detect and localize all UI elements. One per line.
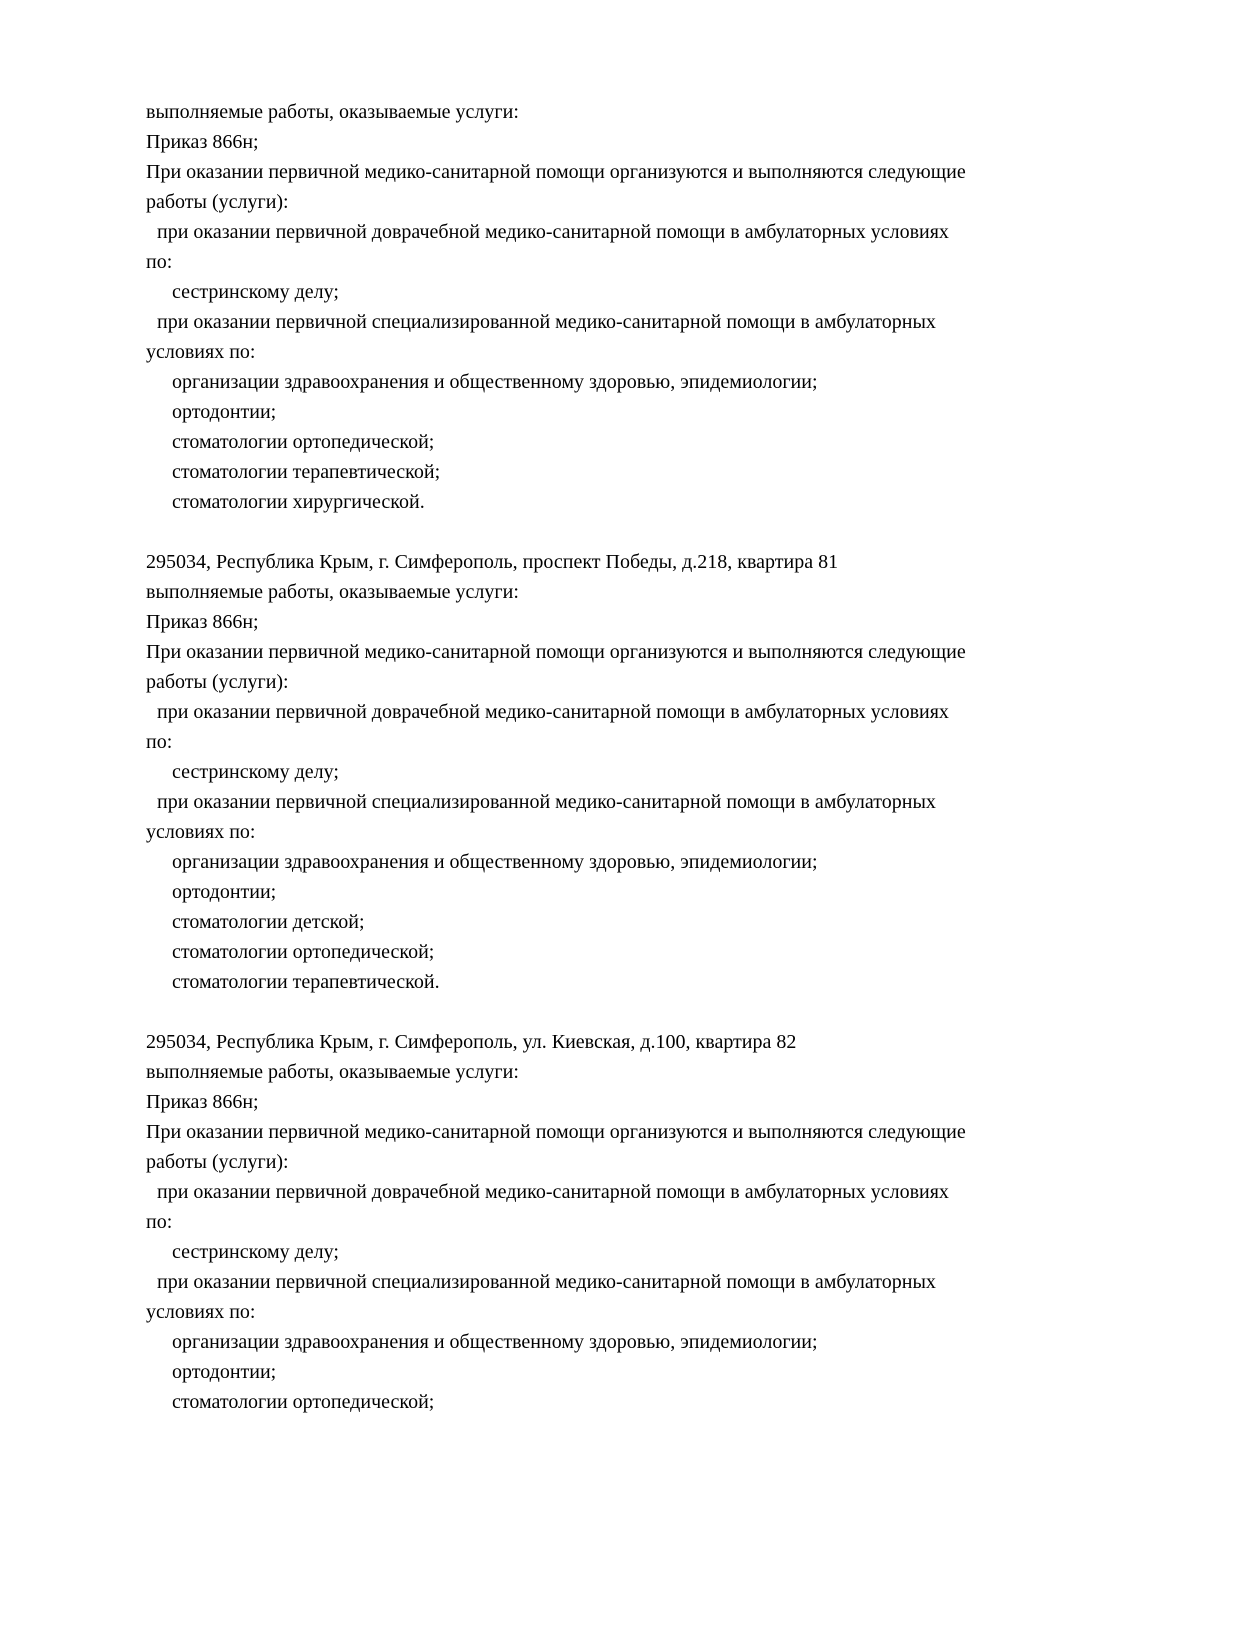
text-line: по:	[146, 251, 173, 273]
address-line: 295034, Республика Крым, г. Симферополь, проспект Победы, д.218, квартира 81	[146, 551, 839, 573]
text-line: работы (услуги):	[146, 1151, 289, 1173]
service-item: ортодонтии;	[172, 401, 277, 423]
text-line: при оказании первичной доврачебной медико-санитарной помощи в амбулаторных условиях	[157, 1181, 949, 1203]
text-line: при оказании первичной специализированной медико-санитарной помощи в амбулаторных	[157, 1271, 936, 1293]
works-services-label: выполняемые работы, оказываемые услуги:	[146, 581, 519, 603]
service-item: организации здравоохранения и общественному здоровью, эпидемиологии;	[172, 1331, 818, 1353]
text-line: при оказании первичной специализированной медико-санитарной помощи в амбулаторных	[157, 791, 936, 813]
text-line: работы (услуги):	[146, 191, 289, 213]
document-page	[146, 97, 1126, 1417]
service-item: сестринскому делу;	[172, 1241, 339, 1263]
service-item: сестринскому делу;	[172, 761, 339, 783]
service-item: стоматологии ортопедической;	[172, 941, 435, 963]
text-line: работы (услуги):	[146, 671, 289, 693]
text-line: При оказании первичной медико-санитарной помощи организуются и выполняются следующие	[146, 641, 966, 663]
service-item: организации здравоохранения и общественному здоровью, эпидемиологии;	[172, 851, 818, 873]
services-block-continued	[146, 97, 1126, 517]
service-item: стоматологии детской;	[172, 911, 365, 933]
service-item: стоматологии терапевтической.	[172, 971, 440, 993]
service-item: организации здравоохранения и общественному здоровью, эпидемиологии;	[172, 371, 818, 393]
order-reference: Приказ 866н;	[146, 1091, 259, 1113]
address-block-pobedy-218	[146, 547, 1126, 997]
service-item: стоматологии хирургической.	[172, 491, 425, 513]
text-line: при оказании первичной доврачебной медико-санитарной помощи в амбулаторных условиях	[157, 701, 949, 723]
service-item: стоматологии ортопедической;	[172, 431, 435, 453]
text-line: при оказании первичной специализированной медико-санитарной помощи в амбулаторных	[157, 311, 936, 333]
service-item: стоматологии ортопедической;	[172, 1391, 435, 1413]
works-services-label: выполняемые работы, оказываемые услуги:	[146, 101, 519, 123]
text-line: условиях по:	[146, 1301, 256, 1323]
text-line: условиях по:	[146, 821, 256, 843]
address-line: 295034, Республика Крым, г. Симферополь, ул. Киевская, д.100, квартира 82	[146, 1031, 797, 1053]
text-line: при оказании первичной доврачебной медико-санитарной помощи в амбулаторных условиях	[157, 221, 949, 243]
address-block-kievskaya-100	[146, 1027, 1126, 1417]
text-line: по:	[146, 731, 173, 753]
text-line: При оказании первичной медико-санитарной помощи организуются и выполняются следующие	[146, 1121, 966, 1143]
service-item: сестринскому делу;	[172, 281, 339, 303]
text-line: условиях по:	[146, 341, 256, 363]
text-line: При оказании первичной медико-санитарной помощи организуются и выполняются следующие	[146, 161, 966, 183]
order-reference: Приказ 866н;	[146, 611, 259, 633]
service-item: стоматологии терапевтической;	[172, 461, 441, 483]
text-line: по:	[146, 1211, 173, 1233]
order-reference: Приказ 866н;	[146, 131, 259, 153]
service-item: ортодонтии;	[172, 881, 277, 903]
service-item: ортодонтии;	[172, 1361, 277, 1383]
works-services-label: выполняемые работы, оказываемые услуги:	[146, 1061, 519, 1083]
